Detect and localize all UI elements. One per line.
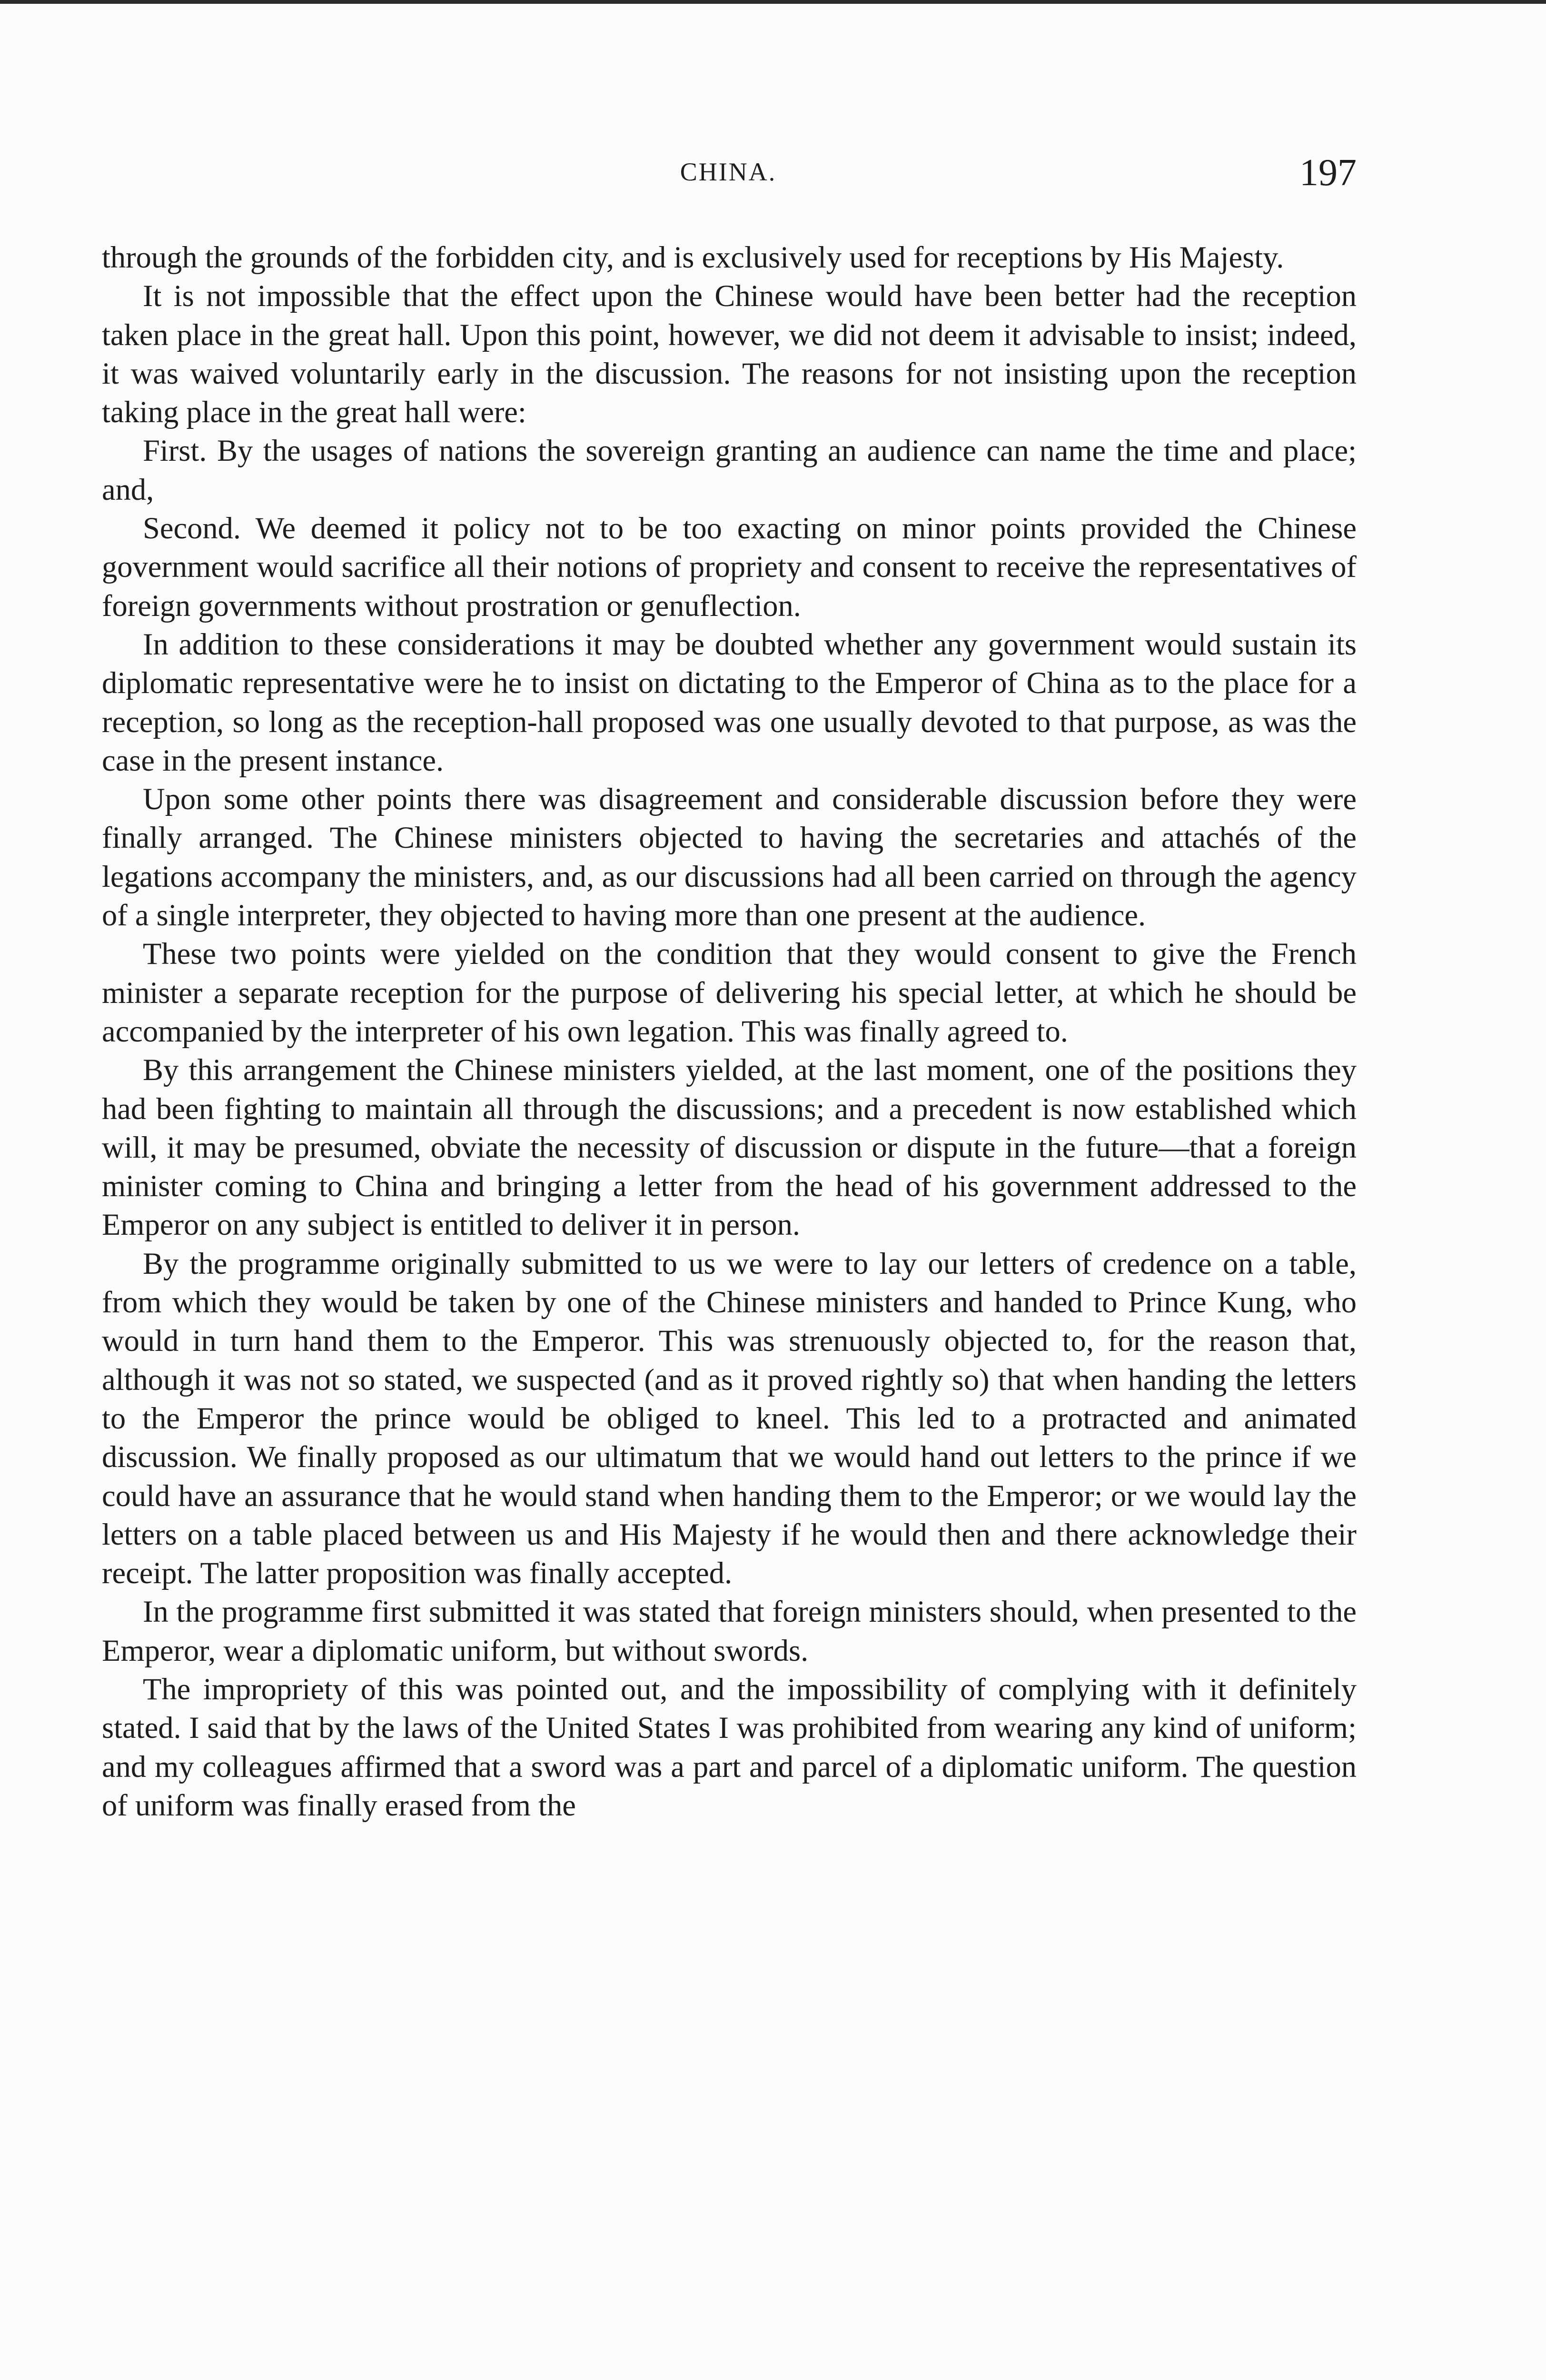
running-title: CHINA. xyxy=(680,158,777,186)
paragraph: Upon some other points there was disagreement and considerable discussion before they were finally arranged. The Chinese ministers objected to having the secretaries and attachés of the legations accompany the ministers, and, as our discussions had all been carried on through the agency of a single interpreter, they objected to having more than one present at the audience. xyxy=(102,782,1357,932)
top-border xyxy=(0,0,1546,4)
paragraph: First. By the usages of nations the sovereign granting an audience can name the time and place; and, xyxy=(102,434,1357,506)
paragraph: In addition to these considerations it may be doubted whether any government would sustain its diplomatic representative were he to insist on dictating to the Emperor of China as to the place for a reception, so long as the reception-hall proposed was one usually devoted to that purpose, as was the case in the present instance. xyxy=(102,627,1357,777)
running-head xyxy=(100,151,1357,204)
paragraph: Second. We deemed it policy not to be too exacting on minor points provided the Chinese government would sacrifice all their notions of propriety and consent to receive the representatives of foreign governments without prostration or genuflection. xyxy=(102,511,1357,623)
body-text xyxy=(102,238,1357,1825)
paragraph: By the programme originally submitted to us we were to lay our letters of credence on a table, from which they would be taken by one of the Chinese ministers and handed to Prince Kung, who would in turn hand them to the Emperor. This was strenuously objected to, for the reason that, although it was not so stated, we suspected (and as it proved rightly so) that when handing the letters to the Emperor the prince would be obliged to kneel. This led to a protracted and animated discussion. We finally proposed as our ultimatum that we would hand out letters to the prince if we could have an assurance that he would stand when handing them to the Emperor; or we would lay the letters on a table placed between us and His Majesty if he would then and there acknowledge their receipt. The latter proposition was finally accepted. xyxy=(102,1246,1357,1590)
paragraph: These two points were yielded on the condition that they would consent to give the French minister a separate reception for the purpose of delivering his special letter, at which he should be accompanied by the interpreter of his own legation. This was finally agreed to. xyxy=(102,937,1357,1048)
page-number: 197 xyxy=(1299,152,1357,194)
paragraph: The impropriety of this was pointed out, and the impossibility of complying with it definitely stated. I said that by the laws of the United States I was prohibited from wearing any kind of uniform; and my colleagues affirmed that a sword was a part and parcel of a diplomatic uniform. The question of uniform was finally erased from the xyxy=(102,1672,1357,1822)
paragraph: By this arrangement the Chinese ministers yielded, at the last moment, one of the positions they had been fighting to maintain all through the discussions; and a precedent is now established which will, it may be presumed, obviate the necessity of discussion or dispute in the future—that a foreign minister coming to China and bringing a letter from the head of his government addressed to the Emperor on any subject is entitled to deliver it in person. xyxy=(102,1053,1357,1242)
paragraph-continued: through the grounds of the forbidden city, and is exclusively used for receptions by His Majesty. xyxy=(102,240,1284,274)
paragraph: In the programme first submitted it was stated that foreign ministers should, when presented to the Emperor, wear a diplomatic uniform, but without swords. xyxy=(102,1595,1357,1667)
paragraph: It is not impossible that the effect upon the Chinese would have been better had the reception taken place in the great hall. Upon this point, however, we did not deem it advisable to insist; indeed, it was waived voluntarily early in the discussion. The reasons for not insisting upon the reception taking place in the great hall were: xyxy=(102,279,1357,429)
